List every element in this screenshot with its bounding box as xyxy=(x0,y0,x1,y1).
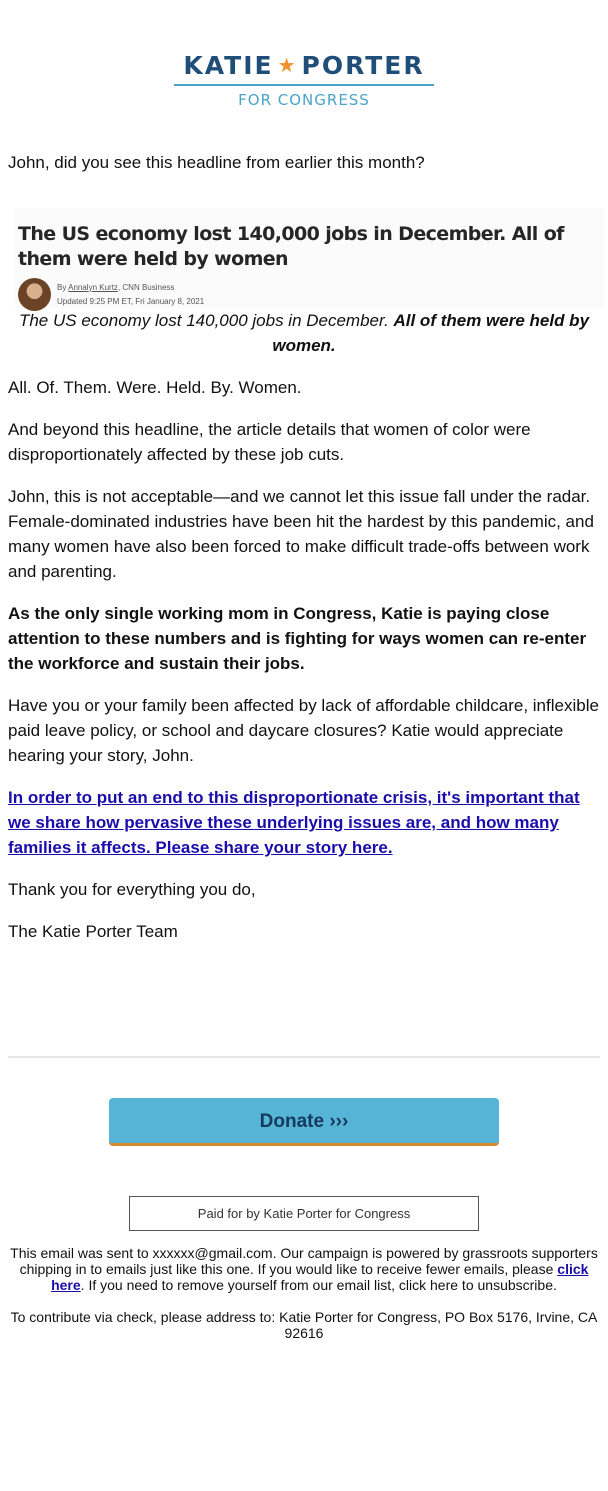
quote-bold: All of them were held by women. xyxy=(272,311,590,355)
paragraph-question: Have you or your family been affected by lack of affordable childcare, inflexible paid leave policy, or school and daycare closures? Katie would appreciate hearing your story, John. xyxy=(8,696,599,765)
paid-for-disclaimer: Paid for by Katie Porter for Congress xyxy=(129,1196,479,1231)
logo-name-right: PORTER xyxy=(301,51,425,80)
greeting: John, did you see this headline from earlier this month? xyxy=(8,153,425,172)
email-body xyxy=(8,150,600,961)
paragraph-emphasis: All. Of. Them. Were. Held. By. Women. xyxy=(8,378,302,397)
footer-check-address: To contribute via check, please address to: Katie Porter for Congress, PO Box 5176, Irvine, CA 92616 xyxy=(10,1309,598,1341)
author-avatar xyxy=(18,278,51,311)
footer-divider xyxy=(8,1056,600,1058)
paragraph-article-detail: And beyond this headline, the article details that women of color were disproportionately affected by these job cuts. xyxy=(8,420,531,464)
quote-normal: The US economy lost 140,000 jobs in December. xyxy=(18,311,394,330)
signature: The Katie Porter Team xyxy=(8,922,178,941)
footer-sent-prefix: This email was sent to xxxxxx@gmail.com. Our campaign is powered by grassroots supporters chipping in to emails just like this one. If you would like to receive fewer emails, please xyxy=(10,1245,598,1277)
logo-subtitle: FOR CONGRESS xyxy=(238,91,370,109)
footer-sent-notice xyxy=(8,1245,600,1293)
paragraph-single-mom: As the only single working mom in Congress, Katie is paying close attention to these numbers and is fighting for ways women can re-enter the workforce and sustain their jobs. xyxy=(8,604,587,673)
cta-paragraph xyxy=(8,785,600,860)
article-headline: The US economy lost 140,000 jobs in December. All of them were held by women xyxy=(18,223,564,270)
donate-button[interactable]: Donate ››› xyxy=(109,1098,499,1146)
headline-quote xyxy=(8,308,600,358)
logo-divider xyxy=(174,84,434,86)
email-footer xyxy=(8,1245,600,1357)
article-screenshot xyxy=(14,208,604,308)
closing-line: Thank you for everything you do, xyxy=(8,880,256,899)
paragraph-not-acceptable: John, this is not acceptable—and we cannot let this issue fall under the radar. Female-dominated industries have been hit the hardest by this pandemic, and many women have also been forced to make difficult trade-offs between work and parenting. xyxy=(8,487,594,581)
fewer-emails-link[interactable]: click here xyxy=(51,1261,589,1293)
author-name: Annalyn Kurtz xyxy=(68,282,118,292)
campaign-logo xyxy=(0,52,608,109)
article-outlet: , CNN Business xyxy=(117,282,175,292)
by-prefix: By xyxy=(57,282,67,292)
footer-sent-suffix: . If you need to remove yourself from our email list, click here to unsubscribe. xyxy=(80,1277,557,1293)
share-story-link[interactable]: In order to put an end to this disproportionate crisis, it's important that we share how pervasive these underlying issues are, and how many families it affects. Please share your story here. xyxy=(8,788,580,857)
article-byline xyxy=(18,278,604,311)
star-icon: ★ xyxy=(277,53,298,77)
logo-name-left: KATIE xyxy=(183,51,274,80)
byline-text xyxy=(57,281,204,309)
article-updated: Updated 9:25 PM ET, Fri January 8, 2021 xyxy=(57,296,205,306)
logo-wordmark xyxy=(0,52,608,81)
